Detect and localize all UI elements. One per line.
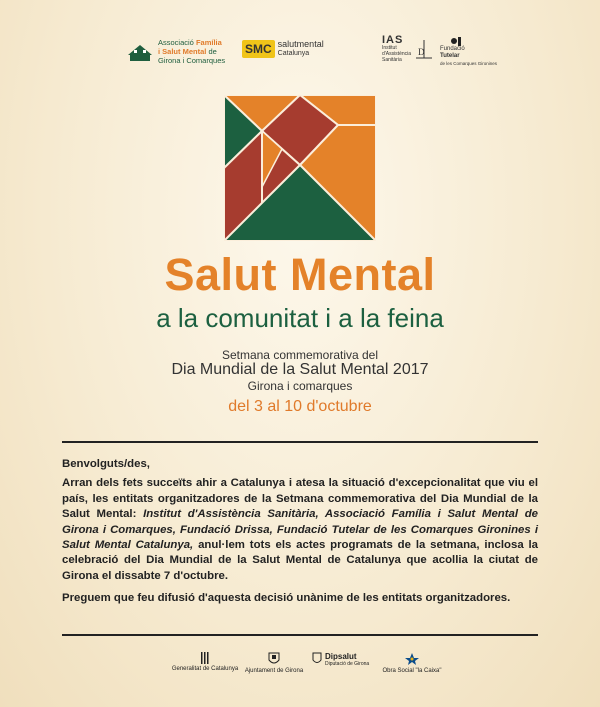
afsm-line1b: Família xyxy=(195,38,222,47)
dmsm-title: Dia Mundial de la Salut Mental 2017 xyxy=(171,361,429,378)
gencat-text: Generalitat de Catalunya xyxy=(171,666,239,672)
drissa-logo xyxy=(414,38,434,62)
dipsalut-logo xyxy=(312,652,382,667)
announcement-letter xyxy=(62,457,538,614)
smc-logo xyxy=(242,40,324,58)
ias-logo xyxy=(382,36,412,63)
greeting: Benvolguts/des, xyxy=(62,458,150,470)
obra-social-text: Obra Social "la Caixa" xyxy=(382,668,442,674)
divider-top xyxy=(62,441,538,443)
dates: del 3 al 10 d'octubre xyxy=(228,398,372,415)
ias-line: Institut d'Assistència Sanitària xyxy=(382,45,412,63)
closing: Preguem que feu difusió d'aquesta decisió unànime de les entitats organitzadores. xyxy=(62,592,511,605)
ias-abbr: IAS xyxy=(382,34,404,46)
dipsalut-text: Dipsalut xyxy=(325,652,357,661)
smc-region: Catalunya xyxy=(277,50,310,57)
afsm-line3: Girona i Comarques xyxy=(158,56,226,65)
caixa-star-icon xyxy=(404,652,420,666)
afsm-emblem-icon xyxy=(126,41,154,63)
week-title: Setmana commemorativa del xyxy=(221,348,379,362)
ft-line2: Tutelar xyxy=(440,53,460,59)
divider-bottom xyxy=(62,634,538,636)
letter-body-a: Arran dels fets succeïts ahir a Catalunya i atesa la situació d'excepcionalitat que viu el país, les entitats organitzadores de la Setmana commemorativa del Dia Mundial de la Salut Mental: xyxy=(62,477,538,521)
letter-body xyxy=(62,476,538,584)
girona-text: Ajuntament de Girona xyxy=(244,668,304,674)
bottom-logos xyxy=(0,652,600,682)
top-logos xyxy=(0,34,600,74)
drissa-emblem-icon xyxy=(414,38,434,62)
smc-text xyxy=(278,40,324,58)
gencat-logo xyxy=(170,652,240,672)
afsm-line1: Associació xyxy=(158,38,194,47)
ft-line3: de les Comarques Gironines xyxy=(440,61,498,66)
svg-text:D: D xyxy=(418,47,425,57)
ft-line1: Fundació xyxy=(440,46,465,52)
girona-shield-icon xyxy=(268,652,280,666)
fundacio-tutelar-emblem-icon xyxy=(448,36,466,46)
diputacio-text: Diputació de Girona xyxy=(325,661,370,667)
obra-social-logo xyxy=(380,652,444,674)
fundacio-tutelar-logo xyxy=(440,36,497,68)
smc-box: SMC xyxy=(242,40,275,58)
headline: Salut Mental xyxy=(164,249,436,300)
tangram-square-icon xyxy=(224,95,376,241)
ajuntament-girona-logo xyxy=(244,652,304,674)
subhead: a la comunitat i a la feina xyxy=(156,303,444,333)
girona-title: Girona i comarques xyxy=(247,379,353,393)
letter-body-b: anul·lem tots els actes programats de la setmana, inclosa la celebració del Dia Mundial de la Salut Mental de Catalunya que acollia la ciutat de Girona el dissabte 7 d'octubre. xyxy=(62,539,539,582)
dipsalut-emblem-icon xyxy=(312,652,322,666)
afsm-text xyxy=(158,38,225,65)
letter-body-italic: Institut d'Assistència Sanitària, Associació Família i Salut Mental de Girona i Comarques, Fundació Drissa, Fundació Tutelar de les Comarques Gironines i Salut Mental Catalunya, xyxy=(62,508,538,552)
gencat-emblem-icon xyxy=(200,652,210,664)
afsm-line2b: de xyxy=(208,47,217,56)
smc-name: salutmental xyxy=(277,39,324,49)
afsm-line2a: i Salut Mental xyxy=(158,47,207,56)
afsm-logo xyxy=(126,38,225,65)
